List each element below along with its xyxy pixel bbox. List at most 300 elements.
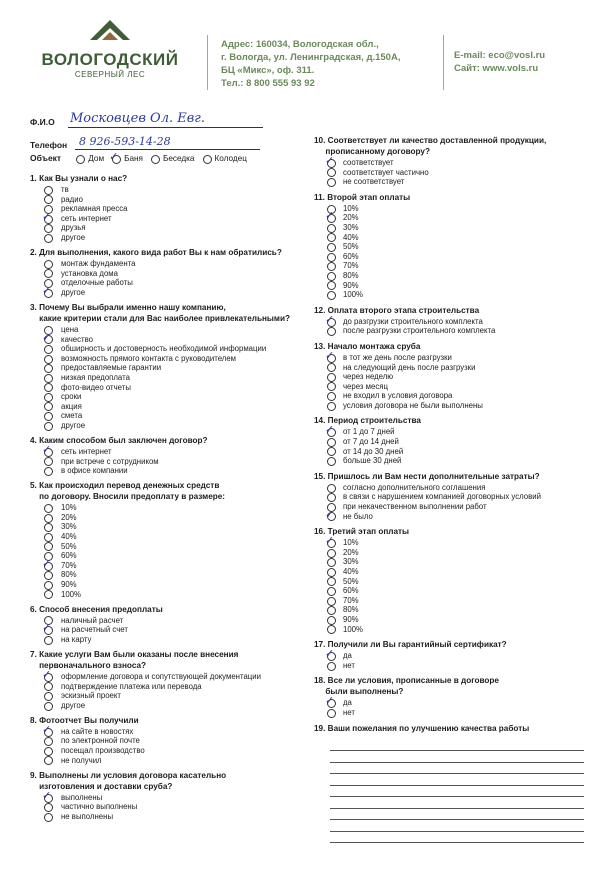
- object-option[interactable]: [109, 150, 143, 163]
- option-label: сеть интернет: [61, 446, 112, 456]
- radio-circle[interactable]: [44, 692, 53, 701]
- fio-label: Ф.И.О: [30, 117, 55, 127]
- option-label: согласно дополнительного соглашения: [343, 482, 486, 492]
- answer-option[interactable]: [30, 325, 300, 335]
- option-label: 10%: [61, 503, 77, 513]
- answer-option[interactable]: [314, 261, 594, 271]
- answer-option[interactable]: [30, 513, 300, 523]
- radio-circle[interactable]: [327, 402, 336, 411]
- radio-circle[interactable]: [151, 155, 160, 164]
- option-label: оформление договора и сопутствующей документации: [61, 671, 261, 681]
- option-label: 40%: [61, 532, 77, 542]
- radio-circle[interactable]: [327, 382, 336, 391]
- brand-name: ВОЛОГОДСКИЙ: [41, 50, 179, 69]
- radio-circle[interactable]: [327, 438, 336, 447]
- option-label: 20%: [343, 213, 359, 223]
- option-label: условия договора не были выполнены: [343, 400, 483, 410]
- answer-option[interactable]: [30, 278, 300, 288]
- option-label: установка дома: [61, 268, 118, 278]
- object-option-label: Колодец: [214, 154, 247, 163]
- checkmark-icon: ✓: [42, 621, 52, 635]
- answer-option[interactable]: [30, 532, 300, 542]
- phone-row: [30, 140, 67, 150]
- radio-circle[interactable]: [44, 636, 53, 645]
- answer-option[interactable]: [314, 492, 594, 502]
- answer-option[interactable]: [30, 756, 300, 766]
- radio-circle[interactable]: [327, 457, 336, 466]
- email-text: E-mail: eco@vosl.ru: [454, 50, 546, 61]
- checkmark-icon: ✓: [42, 667, 52, 681]
- answer-option[interactable]: [314, 177, 594, 187]
- option-label: друзья: [61, 223, 86, 233]
- option-label: до разгрузки строительного комплекта: [343, 316, 483, 326]
- question-block: [30, 771, 300, 822]
- option-label: наличный расчет: [61, 615, 124, 625]
- radio-circle[interactable]: [44, 186, 53, 195]
- answer-option[interactable]: [314, 326, 594, 336]
- option-label: 20%: [61, 512, 77, 522]
- writing-line[interactable]: [330, 786, 584, 798]
- radio-circle[interactable]: [44, 374, 53, 383]
- answer-option[interactable]: [314, 281, 594, 291]
- answer-option[interactable]: [314, 694, 594, 708]
- answer-option[interactable]: [314, 209, 594, 223]
- checkmark-icon: ✓: [42, 788, 52, 802]
- answer-option[interactable]: [314, 242, 594, 252]
- answer-option[interactable]: [30, 204, 300, 214]
- answer-option[interactable]: [30, 363, 300, 373]
- question-block: [314, 527, 594, 634]
- answer-option[interactable]: [314, 557, 594, 567]
- question-title: 13. Начало монтажа сруба: [314, 341, 421, 351]
- answer-option[interactable]: [314, 647, 594, 661]
- answer-option[interactable]: [314, 252, 594, 262]
- answer-option[interactable]: [314, 502, 594, 512]
- radio-circle[interactable]: [44, 590, 53, 599]
- answer-option[interactable]: [30, 383, 300, 393]
- radio-circle[interactable]: [327, 291, 336, 300]
- answer-option[interactable]: [30, 691, 300, 701]
- radio-circle[interactable]: [327, 281, 336, 290]
- option-label: цена: [61, 324, 79, 334]
- answer-option[interactable]: [314, 271, 594, 281]
- option-label: после разгрузки строительного комплекта: [343, 326, 496, 336]
- question-title: какие критерии стали для Вас наиболее привлекательными?: [30, 313, 291, 323]
- option-label: 90%: [343, 280, 359, 290]
- question-block: [30, 716, 300, 765]
- radio-circle[interactable]: [327, 616, 336, 625]
- option-label: 100%: [343, 624, 363, 634]
- option-label: не было: [343, 511, 373, 521]
- radio-circle[interactable]: [327, 262, 336, 271]
- answer-option[interactable]: [30, 330, 300, 345]
- option-label: 60%: [343, 251, 359, 261]
- answer-option[interactable]: [30, 812, 300, 822]
- radio-circle[interactable]: [44, 467, 53, 476]
- answer-option[interactable]: [30, 621, 300, 635]
- writing-line[interactable]: [330, 832, 584, 844]
- radio-circle[interactable]: [44, 702, 53, 711]
- radio-circle[interactable]: [44, 412, 53, 421]
- writing-line[interactable]: [330, 751, 584, 763]
- radio-circle[interactable]: [44, 234, 53, 243]
- fio-field[interactable]: [68, 111, 263, 128]
- question-block: [30, 481, 300, 599]
- checkmark-icon: ✓: [325, 209, 335, 223]
- radio-circle[interactable]: [327, 493, 336, 502]
- option-label: сеть интернет: [61, 213, 112, 223]
- radio-circle[interactable]: [44, 682, 53, 691]
- question-title: 5. Как происходил перевод денежных средств: [30, 481, 220, 491]
- question-title: 1. Как Вы узнали о нас?: [30, 174, 128, 183]
- radio-circle[interactable]: [44, 383, 53, 392]
- option-label: в офисе компании: [61, 466, 128, 476]
- radio-circle[interactable]: [44, 195, 53, 204]
- writing-line[interactable]: [330, 774, 584, 786]
- answer-option[interactable]: [30, 788, 300, 803]
- checkmark-icon: ✓: [109, 150, 119, 163]
- address-block: [221, 38, 426, 90]
- answer-option[interactable]: [30, 421, 300, 431]
- answer-option[interactable]: [30, 701, 300, 711]
- radio-circle[interactable]: [327, 577, 336, 586]
- question-block: [314, 724, 594, 734]
- answer-option[interactable]: [314, 382, 594, 392]
- radio-circle[interactable]: [44, 813, 53, 822]
- answer-option[interactable]: [30, 457, 300, 467]
- radio-circle[interactable]: [44, 803, 53, 812]
- checkmark-icon: ✓: [42, 330, 52, 344]
- radio-circle[interactable]: [327, 709, 336, 718]
- radio-circle[interactable]: [203, 155, 212, 164]
- wishes-lines[interactable]: [330, 740, 584, 844]
- radio-circle[interactable]: [44, 269, 53, 278]
- answer-option[interactable]: [314, 372, 594, 382]
- radio-circle[interactable]: [44, 345, 53, 354]
- object-option-label: Беседка: [163, 154, 195, 163]
- object-row: [30, 150, 255, 163]
- checkmark-icon: ✓: [42, 722, 52, 736]
- radio-circle[interactable]: [44, 364, 53, 373]
- answer-option[interactable]: [30, 392, 300, 402]
- option-label: на сайте в новостях: [61, 726, 134, 736]
- answer-option[interactable]: [30, 590, 300, 600]
- answer-option[interactable]: [314, 661, 594, 671]
- option-label: другое: [61, 420, 86, 430]
- option-label: соответствует частично: [343, 167, 429, 177]
- object-option[interactable]: [203, 154, 247, 163]
- question-title: 18. Все ли условия, прописанные в договоре: [314, 676, 499, 686]
- answer-option[interactable]: [30, 442, 300, 457]
- question-block: [30, 650, 300, 710]
- checkmark-icon: ✓: [325, 647, 335, 661]
- option-label: посещал производство: [61, 746, 145, 756]
- answer-option[interactable]: [314, 348, 594, 363]
- option-label: 30%: [343, 222, 359, 232]
- checkmark-icon: ✓: [42, 442, 52, 456]
- radio-circle[interactable]: [327, 549, 336, 558]
- option-label: 70%: [61, 560, 77, 570]
- radio-circle[interactable]: [76, 155, 85, 164]
- radio-circle[interactable]: [327, 662, 336, 671]
- answer-option[interactable]: [314, 567, 594, 577]
- answer-option[interactable]: [314, 154, 594, 168]
- answer-option[interactable]: [314, 447, 594, 457]
- answer-option[interactable]: [30, 233, 300, 243]
- option-label: другое: [61, 287, 86, 297]
- question-title: 2. Для выполнения, какого вида работ Вы к нам обратились?: [30, 248, 282, 258]
- answer-option[interactable]: [30, 580, 300, 590]
- answer-option[interactable]: [30, 259, 300, 269]
- answer-option[interactable]: [314, 223, 594, 233]
- question-block: [30, 605, 300, 645]
- answer-option[interactable]: [30, 682, 300, 692]
- answer-option[interactable]: [30, 722, 300, 737]
- option-label: 80%: [61, 570, 77, 580]
- checkmark-icon: ✓: [42, 209, 52, 223]
- answer-option[interactable]: [30, 551, 300, 561]
- question-block: [314, 640, 594, 670]
- radio-circle[interactable]: [44, 393, 53, 402]
- radio-circle[interactable]: [327, 568, 336, 577]
- option-label: 40%: [343, 567, 359, 576]
- option-label: 80%: [343, 270, 359, 280]
- object-option[interactable]: [76, 154, 104, 163]
- answer-option[interactable]: [30, 570, 300, 580]
- question-title: 12. Оплата второго этапа строительства: [314, 305, 480, 315]
- answer-option[interactable]: [30, 344, 300, 354]
- radio-circle[interactable]: [44, 514, 53, 523]
- checkmark-icon: ✓: [325, 423, 335, 437]
- option-label: эскизный проект: [61, 691, 121, 701]
- question-title: 7. Какие услуги Вам были оказаны после внесения: [30, 649, 239, 659]
- radio-circle[interactable]: [44, 260, 53, 269]
- answer-option[interactable]: [314, 456, 594, 466]
- radio-circle[interactable]: [327, 253, 336, 262]
- left-question-column: [30, 174, 300, 827]
- radio-circle[interactable]: [44, 756, 53, 765]
- option-label: 20%: [343, 547, 359, 557]
- question-block: [314, 472, 594, 521]
- answer-option[interactable]: [314, 401, 594, 411]
- radio-circle[interactable]: [44, 422, 53, 431]
- answer-option[interactable]: [314, 708, 594, 718]
- answer-option[interactable]: [30, 802, 300, 812]
- question-title: прописанному договору?: [314, 147, 430, 156]
- answer-option[interactable]: [30, 522, 300, 532]
- writing-line[interactable]: [330, 763, 584, 775]
- question-title: изготовления и доставки сруба?: [30, 781, 173, 791]
- option-label: да: [343, 651, 352, 661]
- radio-circle[interactable]: [327, 606, 336, 615]
- answer-option[interactable]: [314, 483, 594, 493]
- radio-circle[interactable]: [44, 523, 53, 532]
- answer-option[interactable]: [30, 269, 300, 279]
- option-label: от 7 до 14 дней: [343, 437, 399, 447]
- option-label: не входил в условия договора: [343, 391, 453, 401]
- option-label: больше 30 дней: [343, 456, 402, 466]
- radio-circle[interactable]: [44, 581, 53, 590]
- option-label: от 14 до 30 дней: [343, 446, 404, 456]
- radio-circle[interactable]: [44, 747, 53, 756]
- answer-option[interactable]: [30, 746, 300, 756]
- question-block: [314, 136, 594, 187]
- option-label: 50%: [61, 541, 77, 551]
- question-title: 3. Почему Вы выбрали именно нашу компанию,: [30, 302, 226, 312]
- option-label: другое: [61, 700, 86, 710]
- option-label: да: [343, 698, 352, 708]
- house-roof-icon: [88, 18, 132, 48]
- radio-circle[interactable]: [327, 625, 336, 634]
- option-label: фото-видео отчеты: [61, 382, 131, 392]
- option-label: 50%: [343, 242, 359, 252]
- option-label: 10%: [343, 538, 359, 548]
- radio-circle[interactable]: [44, 402, 53, 411]
- radio-circle[interactable]: [327, 243, 336, 252]
- radio-circle[interactable]: [44, 224, 53, 233]
- object-option-label: Дом: [88, 154, 105, 163]
- answer-option[interactable]: [30, 616, 300, 626]
- phone-value: 8 926-593-14-28: [79, 135, 171, 148]
- question-block: [314, 676, 594, 717]
- answer-option[interactable]: [30, 354, 300, 364]
- radio-circle[interactable]: [327, 587, 336, 596]
- radio-circle[interactable]: [327, 327, 336, 336]
- question-title: были выполнены?: [314, 687, 404, 697]
- option-label: подтверждение платежа или перевода: [61, 681, 202, 691]
- option-label: на расчетный счет: [61, 625, 128, 635]
- object-option-label: Баня: [124, 154, 143, 163]
- radio-circle[interactable]: [44, 504, 53, 513]
- question-title: 6. Способ внесения предоплаты: [30, 604, 163, 614]
- option-label: качество: [61, 334, 94, 344]
- option-label: рекламная пресса: [61, 204, 128, 214]
- site-text: Сайт: www.vols.ru: [454, 63, 539, 74]
- answer-option[interactable]: [30, 223, 300, 233]
- option-label: акция: [61, 401, 82, 411]
- option-label: 100%: [61, 589, 81, 599]
- radio-circle[interactable]: [44, 571, 53, 580]
- option-label: в связи с нарушением компанией договорных условий: [343, 492, 541, 502]
- question-title: 11. Второй этап оплаты: [314, 192, 411, 202]
- writing-line[interactable]: [330, 740, 584, 752]
- radio-circle[interactable]: [327, 233, 336, 242]
- answer-option[interactable]: [30, 466, 300, 476]
- radio-circle[interactable]: [327, 392, 336, 401]
- answer-option[interactable]: [30, 503, 300, 513]
- answer-option[interactable]: [314, 605, 594, 615]
- answer-option[interactable]: [314, 363, 594, 373]
- option-label: 70%: [343, 261, 359, 271]
- question-block: [314, 416, 594, 465]
- object-option[interactable]: [151, 154, 195, 163]
- radio-circle[interactable]: [44, 355, 53, 364]
- question-title: 14. Период строительства: [314, 416, 421, 426]
- answer-option[interactable]: [30, 667, 300, 682]
- address-line: Адрес: 160034, Вологодская обл.,: [221, 39, 379, 50]
- phone-label: Телефон: [30, 140, 68, 150]
- answer-option[interactable]: [30, 411, 300, 421]
- answer-option[interactable]: [314, 391, 594, 401]
- answer-option[interactable]: [314, 168, 594, 178]
- answer-option[interactable]: [314, 577, 594, 587]
- radio-circle[interactable]: [327, 363, 336, 372]
- answer-option[interactable]: [30, 373, 300, 383]
- option-label: 50%: [343, 576, 359, 586]
- radio-circle[interactable]: [327, 373, 336, 382]
- option-label: не соответствует: [343, 177, 405, 187]
- option-label: тв: [61, 185, 69, 194]
- answer-option[interactable]: [314, 586, 594, 596]
- phone-field[interactable]: [75, 135, 260, 150]
- radio-circle[interactable]: [327, 272, 336, 281]
- option-label: на карту: [61, 634, 92, 644]
- radio-circle[interactable]: [327, 447, 336, 456]
- option-label: не получил: [61, 755, 102, 765]
- answer-option[interactable]: [314, 204, 594, 214]
- radio-circle[interactable]: [44, 457, 53, 466]
- answer-option[interactable]: [314, 625, 594, 635]
- option-label: при встрече с сотрудником: [61, 456, 159, 466]
- option-label: соответствует: [343, 158, 394, 167]
- answer-option[interactable]: [314, 312, 594, 327]
- answer-option[interactable]: [30, 736, 300, 746]
- answer-option[interactable]: [314, 596, 594, 606]
- radio-circle[interactable]: [44, 542, 53, 551]
- answer-option[interactable]: [314, 290, 594, 300]
- option-label: 40%: [343, 232, 359, 242]
- radio-circle[interactable]: [327, 178, 336, 187]
- answer-option[interactable]: [314, 423, 594, 437]
- answer-option[interactable]: [314, 548, 594, 558]
- answer-option[interactable]: [30, 542, 300, 552]
- radio-circle[interactable]: [44, 533, 53, 542]
- answer-option[interactable]: [314, 233, 594, 243]
- answer-option[interactable]: [314, 615, 594, 625]
- question-block: [30, 303, 300, 431]
- answer-option[interactable]: [30, 402, 300, 412]
- company-logo: [40, 18, 180, 79]
- writing-line[interactable]: [330, 809, 584, 821]
- radio-circle[interactable]: [327, 224, 336, 233]
- option-label: через неделю: [343, 372, 394, 382]
- question-title: 10. Соответствует ли качество доставленной продукции,: [314, 136, 547, 145]
- radio-circle[interactable]: [327, 484, 336, 493]
- answer-option[interactable]: [30, 195, 300, 205]
- radio-circle[interactable]: [44, 737, 53, 746]
- writing-line[interactable]: [330, 797, 584, 809]
- option-label: 100%: [343, 290, 363, 300]
- radio-circle[interactable]: [327, 558, 336, 567]
- option-label: сроки: [61, 392, 82, 402]
- option-label: 60%: [61, 551, 77, 561]
- radio-circle[interactable]: [327, 597, 336, 606]
- writing-line[interactable]: [330, 820, 584, 832]
- divider-line: [207, 35, 208, 90]
- option-label: 30%: [343, 557, 359, 567]
- option-label: возможность прямого контакта с руководителем: [61, 353, 237, 363]
- answer-option[interactable]: [314, 437, 594, 447]
- contact-block: [454, 49, 545, 75]
- answer-option[interactable]: [314, 534, 594, 548]
- question-title: по договору. Вносили предоплату в размере:: [30, 492, 226, 502]
- option-label: 90%: [61, 580, 77, 589]
- answer-option[interactable]: [30, 635, 300, 645]
- address-line: БЦ «Микс», оф. 311.: [221, 65, 315, 76]
- radio-circle[interactable]: [327, 168, 336, 177]
- answer-option[interactable]: [30, 185, 300, 195]
- option-label: при некачественном выполнении работ: [343, 502, 487, 512]
